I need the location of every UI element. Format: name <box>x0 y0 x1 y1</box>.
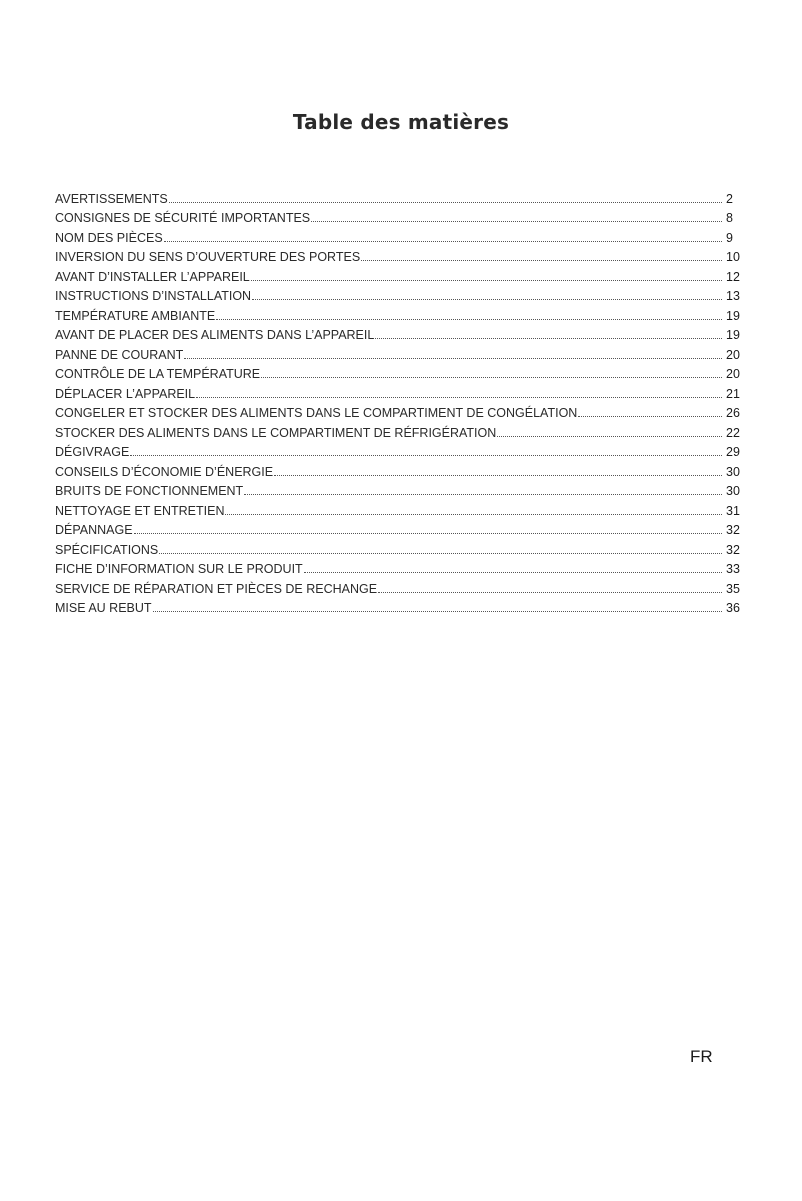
toc-entry[interactable] <box>55 401 750 421</box>
toc-entry-label: STOCKER DES ALIMENTS DANS LE COMPARTIMENT DE RÉFRIGÉRATION <box>55 425 497 440</box>
toc-entry-label: DÉGIVRAGE <box>55 445 130 459</box>
toc-entry-label: CONTRÔLE DE LA TEMPÉRATURE <box>55 367 261 381</box>
toc-entry[interactable] <box>55 518 750 538</box>
toc-leader-dots <box>251 279 722 281</box>
toc-leader-dots <box>164 240 722 242</box>
toc-entry[interactable] <box>55 498 750 518</box>
toc-entry-page-number: 20 <box>726 367 740 381</box>
toc-entry-page-number: 33 <box>726 562 740 576</box>
toc-entry-page-number: 8 <box>726 211 733 225</box>
toc-entry[interactable] <box>55 440 750 460</box>
toc-leader-dots <box>134 532 722 534</box>
toc-entry-label: DÉPANNAGE <box>55 523 133 537</box>
toc-entry[interactable] <box>55 557 750 577</box>
toc-entry[interactable] <box>55 596 750 616</box>
toc-leader-dots <box>153 610 722 612</box>
toc-entry[interactable] <box>55 420 750 440</box>
toc-entry-label: TEMPÉRATURE AMBIANTE <box>55 308 216 323</box>
toc-entry-label: CONGELER ET STOCKER DES ALIMENTS DANS LE COMPARTIMENT DE CONGÉLATION <box>55 406 578 420</box>
toc-entry[interactable] <box>55 381 750 401</box>
toc-leader-dots <box>196 396 722 398</box>
page-title: Table des matières <box>292 110 510 134</box>
toc-entry-label: MISE AU REBUT <box>55 601 152 615</box>
toc-entry-page-number: 19 <box>726 308 740 323</box>
toc-entry-label: FICHE D’INFORMATION SUR LE PRODUIT <box>55 562 303 576</box>
toc-entry-page-number: 32 <box>726 523 740 537</box>
toc-leader-dots <box>304 571 722 573</box>
toc-leader-dots <box>244 493 722 495</box>
toc-entry-page-number: 26 <box>726 406 740 420</box>
toc-entry[interactable] <box>55 576 750 596</box>
toc-leader-dots <box>159 552 722 554</box>
toc-entry[interactable] <box>55 342 750 362</box>
toc-entry[interactable] <box>55 323 750 343</box>
toc-leader-dots <box>261 376 722 378</box>
toc-leader-dots <box>361 259 722 261</box>
toc-entry-page-number: 20 <box>726 347 740 362</box>
toc-leader-dots <box>184 357 722 359</box>
toc-entry-page-number: 2 <box>726 191 733 206</box>
toc-entry[interactable] <box>55 362 750 382</box>
table-of-contents <box>55 186 750 615</box>
toc-entry-label: SPÉCIFICATIONS <box>55 542 159 557</box>
toc-entry-label: BRUITS DE FONCTIONNEMENT <box>55 484 244 498</box>
toc-entry-page-number: 10 <box>726 250 740 264</box>
toc-leader-dots <box>311 220 722 222</box>
toc-entry[interactable] <box>55 186 750 206</box>
toc-entry-label: CONSIGNES DE SÉCURITÉ IMPORTANTES <box>55 211 311 225</box>
toc-leader-dots <box>130 454 722 456</box>
toc-entry[interactable] <box>55 537 750 557</box>
toc-entry[interactable] <box>55 225 750 245</box>
toc-leader-dots <box>169 201 722 203</box>
toc-entry[interactable] <box>55 459 750 479</box>
toc-entry-page-number: 19 <box>726 328 740 342</box>
toc-entry-page-number: 9 <box>726 230 733 245</box>
toc-entry-label: INSTRUCTIONS D’INSTALLATION <box>55 289 252 303</box>
toc-leader-dots <box>216 318 722 320</box>
toc-entry-page-number: 35 <box>726 581 740 596</box>
toc-entry[interactable] <box>55 264 750 284</box>
toc-entry-page-number: 29 <box>726 445 740 459</box>
toc-entry-label: PANNE DE COURANT <box>55 347 184 362</box>
toc-entry-page-number: 12 <box>726 269 740 284</box>
toc-leader-dots <box>497 435 722 437</box>
toc-entry-label: AVANT D’INSTALLER L’APPAREIL <box>55 269 250 284</box>
toc-entry-page-number: 21 <box>726 386 740 401</box>
toc-entry-page-number: 30 <box>726 464 740 479</box>
toc-entry[interactable] <box>55 479 750 499</box>
toc-leader-dots <box>252 298 722 300</box>
toc-leader-dots <box>274 474 722 476</box>
toc-entry[interactable] <box>55 206 750 226</box>
language-code: FR <box>690 1047 713 1066</box>
toc-entry-label: CONSEILS D’ÉCONOMIE D’ÉNERGIE <box>55 464 274 479</box>
toc-entry-label: NETTOYAGE ET ENTRETIEN <box>55 503 225 518</box>
toc-leader-dots <box>375 337 722 339</box>
toc-entry-label: SERVICE DE RÉPARATION ET PIÈCES DE RECHANGE <box>55 581 378 596</box>
toc-entry-page-number: 32 <box>726 542 740 557</box>
toc-leader-dots <box>225 513 722 515</box>
toc-entry[interactable] <box>55 284 750 304</box>
toc-leader-dots <box>378 591 722 593</box>
toc-entry-page-number: 36 <box>726 601 740 615</box>
toc-entry[interactable] <box>55 245 750 265</box>
toc-entry-page-number: 31 <box>726 503 740 518</box>
toc-entry[interactable] <box>55 303 750 323</box>
toc-entry-label: DÉPLACER L’APPAREIL <box>55 386 196 401</box>
toc-leader-dots <box>578 415 722 417</box>
toc-entry-label: AVERTISSEMENTS <box>55 191 168 206</box>
toc-entry-label: NOM DES PIÈCES <box>55 230 163 245</box>
toc-entry-page-number: 13 <box>726 289 740 303</box>
toc-entry-page-number: 22 <box>726 425 740 440</box>
toc-entry-label: AVANT DE PLACER DES ALIMENTS DANS L’APPAREIL <box>55 328 375 342</box>
toc-entry-label: INVERSION DU SENS D’OUVERTURE DES PORTES <box>55 250 361 264</box>
toc-entry-page-number: 30 <box>726 484 740 498</box>
